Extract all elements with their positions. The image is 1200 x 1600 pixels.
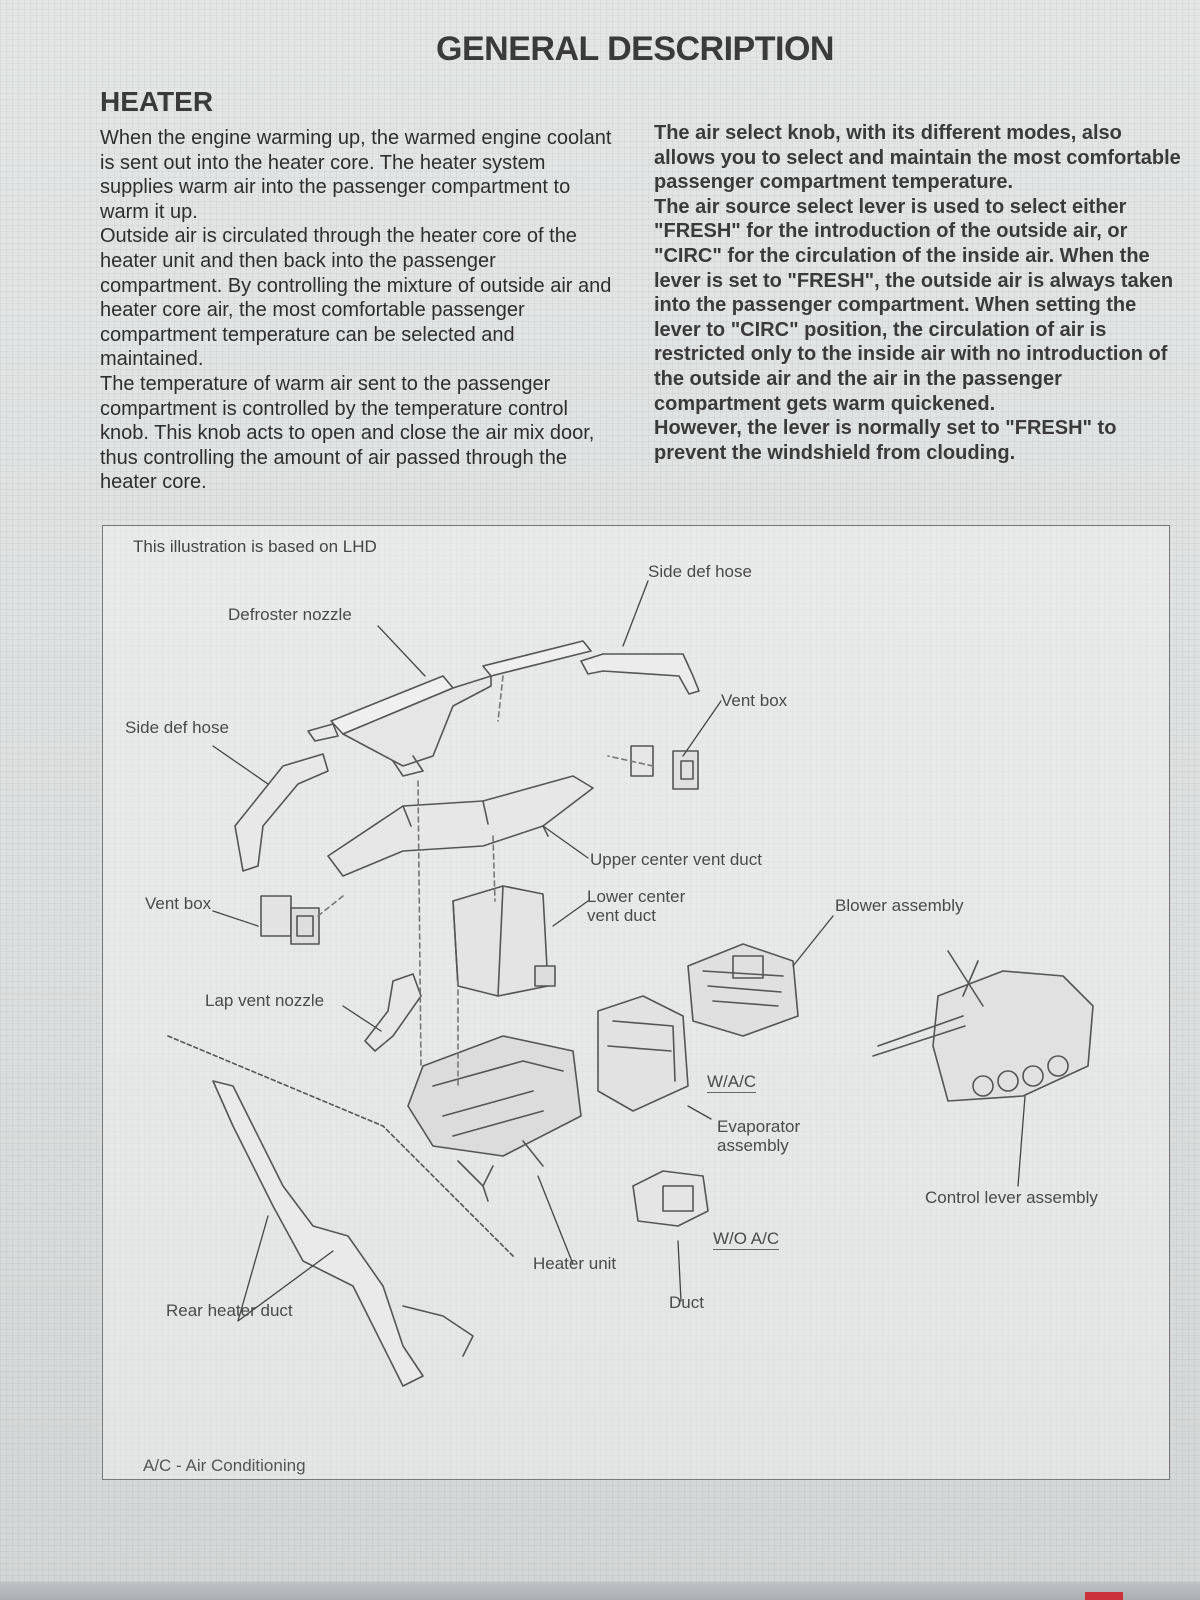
label-heater-unit: Heater unit (533, 1254, 617, 1273)
defroster-nozzle-drawing (308, 641, 591, 776)
label-upper-center-vent-duct: Upper center vent duct (590, 850, 762, 869)
label-control-lever-assembly: Control lever assembly (925, 1188, 1098, 1207)
label-evaporator-assembly: Evaporator assembly (717, 1117, 801, 1155)
blower-assembly-drawing (688, 944, 798, 1036)
screen-bottom-edge (0, 1582, 1200, 1600)
label-side-def-hose-left: Side def hose (125, 718, 229, 737)
paragraph: Outside air is circulated through the heater core of the heater unit and then back into the passenger compartment. By controlling the mixture of outside air and heater core air, the most comfortable passenger compartment temperature can be selected and maintained. (100, 225, 612, 371)
paragraph: When the engine warming up, the warmed engine coolant is sent out into the heater core. The heater system supplies warm air into the passenger compartment to warm it up. (100, 127, 612, 223)
control-lever-assembly-drawing (873, 951, 1093, 1101)
side-def-hose-top-drawing (581, 654, 699, 694)
heater-system-illustration (102, 525, 1170, 1480)
label-lower-center-vent-duct: Lower center vent duct (587, 887, 686, 925)
red-marker (1085, 1592, 1123, 1600)
label-defroster-nozzle: Defroster nozzle (228, 605, 352, 624)
label-lap-vent-nozzle: Lap vent nozzle (205, 991, 325, 1010)
right-column-text (654, 121, 1184, 465)
evaporator-assembly-drawing (598, 996, 688, 1111)
label-blower-assembly: Blower assembly (835, 896, 964, 915)
label-with-ac: W/A/C (707, 1072, 757, 1091)
vent-box-left-drawing (261, 896, 319, 944)
upper-center-vent-duct-drawing (328, 776, 593, 876)
lower-center-vent-duct-drawing (453, 886, 555, 996)
label-side-def-hose-top: Side def hose (648, 562, 752, 581)
abbreviation-note: A/C - Air Conditioning (143, 1456, 306, 1475)
label-vent-box-right: Vent box (721, 691, 788, 710)
paragraph: However, the lever is normally set to "FRESH" to prevent the windshield from clouding. (654, 417, 1117, 464)
paragraph: The air source select lever is used to select either "FRESH" for the introduction of the outside air, or "CIRC" for the circulation of the inside air. When the lever is set to "FRESH", the outside air is always taken into the passenger compartment. When setting the lever to "CIRC" position, the circulation of air is restricted only to the inside air with no introduction of the outside air and the air in the passenger compartment gets warm quickened. (654, 195, 1174, 415)
label-without-ac: W/O A/C (713, 1229, 780, 1248)
duct-wo-ac-drawing (633, 1171, 708, 1226)
illustration-note: This illustration is based on LHD (133, 537, 377, 556)
left-column-text (100, 126, 615, 495)
lap-vent-nozzle-drawing (365, 974, 421, 1051)
paragraph: The temperature of warm air sent to the passenger compartment is controlled by the temperature control knob. This knob acts to open and close the air mix door, thus controlling the amount of air passed through the heater core. (100, 372, 595, 494)
leader-lines (213, 581, 1025, 1321)
page-title: GENERAL DESCRIPTION (436, 30, 834, 68)
label-rear-heater-duct: Rear heater duct (166, 1301, 293, 1320)
label-vent-box-left: Vent box (145, 894, 212, 913)
vent-box-right-drawing (631, 746, 698, 789)
paragraph: The air select knob, with its different modes, also allows you to select and maintain the most comfortable passenger compartment temperature. (654, 122, 1181, 194)
label-duct: Duct (669, 1293, 704, 1312)
section-heading: HEATER (100, 86, 214, 117)
